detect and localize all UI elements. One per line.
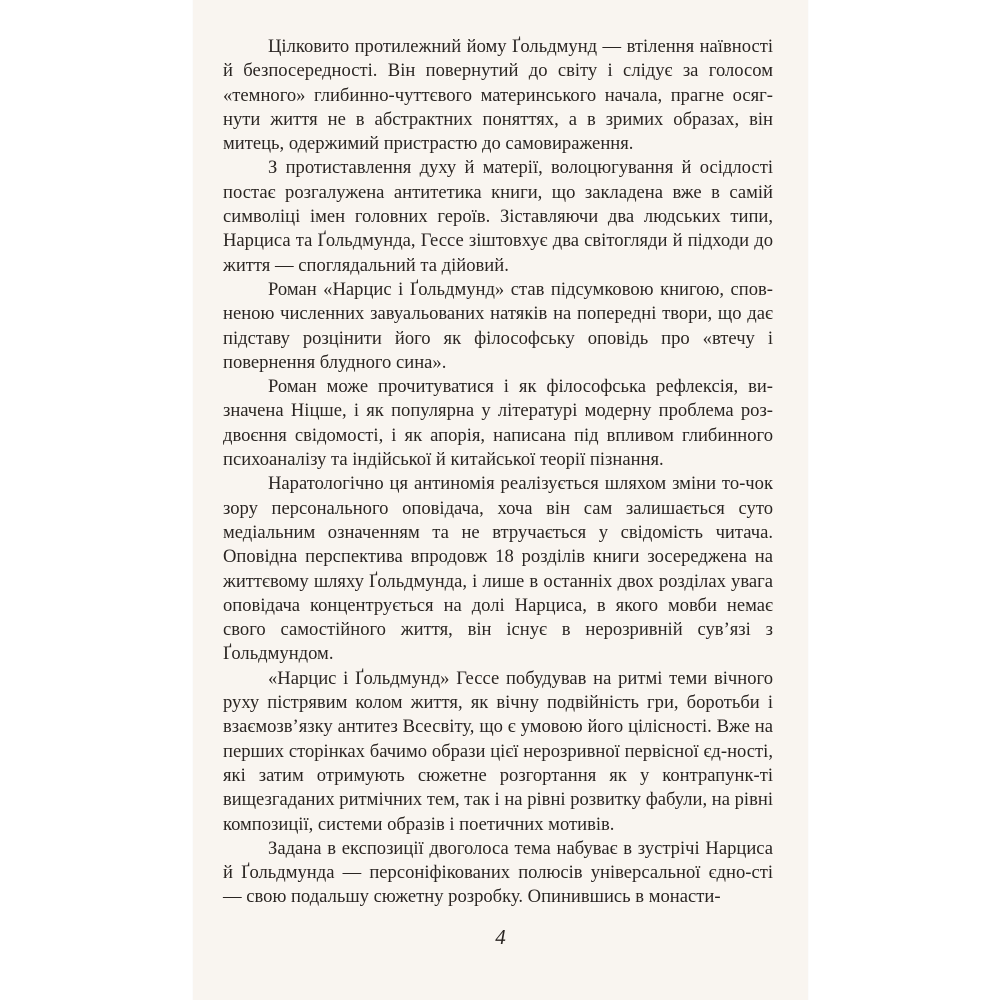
body-text <box>223 35 773 910</box>
book-page <box>193 0 808 1000</box>
paragraph-5: Наратологічно ця антиномія реалізується шляхом зміни то-чок зору персонального оповідача, хоча він сам залишається суто медіальним означенням та не втручається у свідомість читача. Оповідна перспектива впродовж 18 розділів книги зосереджена на життєвому шляху Ґольдмунда, і лише в останніх двох розділах увага оповідача концентрується на долі Нарциса, в якого мовби немає свого самостійного життя, він існує в нерозривній сув’язі з Ґольдмундом. <box>223 473 773 665</box>
paragraph-4: Роман може прочитуватися і як філософська рефлексія, ви-значена Ніцше, і як популярна у літературі модерну проблема роз-двоєння свідомості, і як апорія, написана під впливом глибинного психоаналізу та індійської й китайської теорії пізнання. <box>223 376 773 471</box>
paragraph-3: Роман «Нарцис і Ґольдмунд» став підсумковою книгою, спов-неною численних завуальованих натяків на попередні твори, що дає підставу розцінити його як філософську оповідь про «втечу і повернення блудного сина». <box>223 278 773 373</box>
page-number: 4 <box>495 925 506 949</box>
paragraph-1: Цілковито протилежний йому Ґольдмунд — втілення наївності й безпосередності. Він повернутий до світу і слідує за голосом «темного» глибинно-чуттєвого материнського начала, прагне осяг-нути життя не в абстрактних поняттях, а в зримих образах, він митець, одержимий пристрастю до самовираження. <box>223 36 773 155</box>
paragraph-6: «Нарцис і Ґольдмунд» Гессе побудував на ритмі теми вічного руху пістрявим колом життя, як вічну подвійність гри, боротьби і взаємозв’язку антитез Всесвіту, що є умовою його цілісності. Вже на перших сторінках бачимо образи цієї нерозривної первісної єд-ності, які затим отримують сюжетне розгортання як у контрапунк-ті вищезгаданих ритмічних тем, так і на рівні розвитку фабули, на рівні композиції, системи образів і поетичних мотивів. <box>223 667 773 835</box>
paragraph-2: З протиставлення духу й матерії, волоцюгування й осідлості постає розгалужена антитетика книги, що закладена вже в самій символіці імен головних героїв. Зіставляючи два людських типи, Нарциса та Ґольдмунда, Гессе зіштовхує два світогляди й підходи до життя — споглядальний та дійовий. <box>223 157 773 276</box>
paragraph-7: Задана в експозиції двоголоса тема набуває в зустрічі Нарциса й Ґольдмунда — персоніфікованих полюсів універсальної єдно-сті — свою подальшу сюжетну розробку. Опинившись в монасти- <box>223 837 773 908</box>
